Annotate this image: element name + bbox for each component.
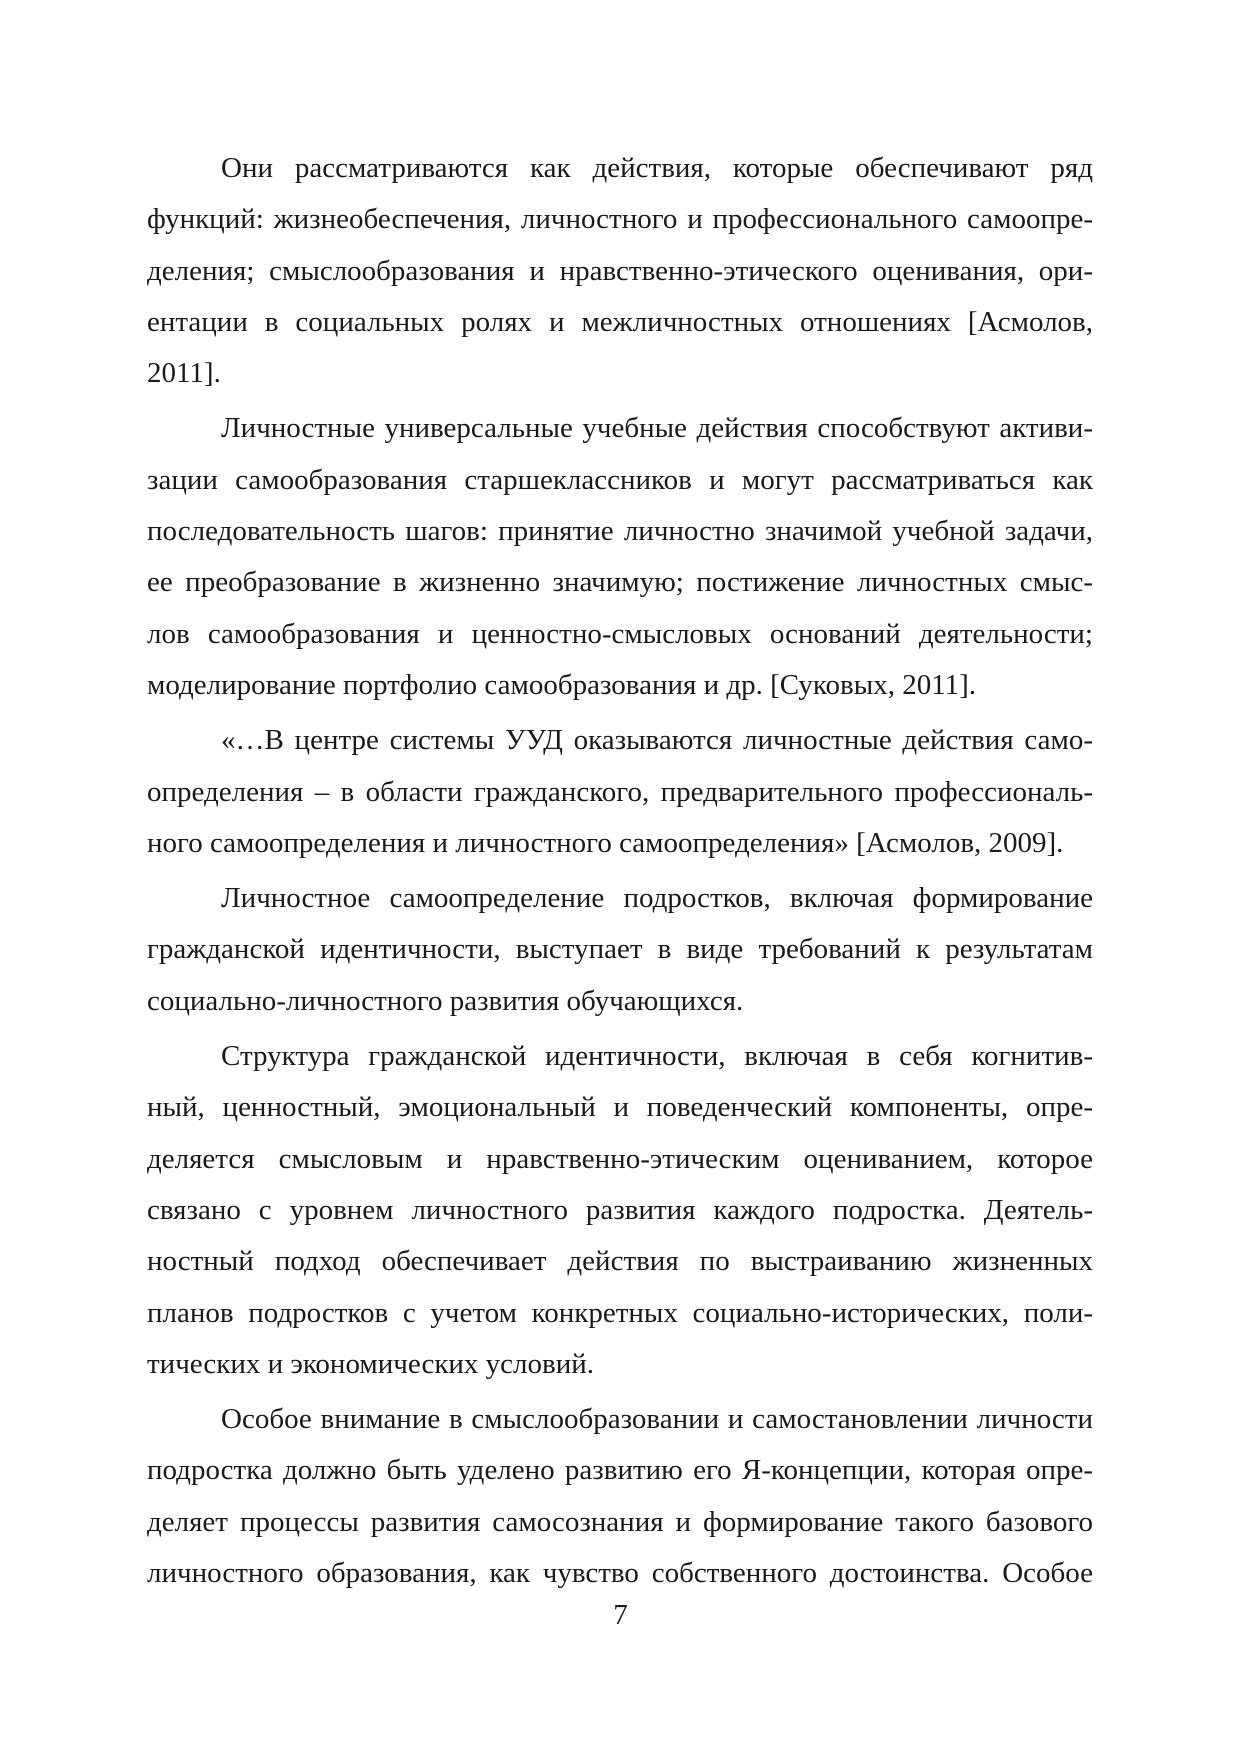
paragraph-line: последовательность шагов: принятие личностно значимой учебной задачи, xyxy=(147,515,1093,548)
page-body xyxy=(147,143,1093,1599)
paragraph-line: деляет процессы развития самосознания и формирование такого базового xyxy=(147,1505,1093,1538)
paragraph-line: планов подростков с учетом конкретных социально-исторических, поли- xyxy=(147,1296,1093,1329)
paragraph-2 xyxy=(147,403,1093,711)
paragraph-line: социально-личностного развития обучающихся. xyxy=(147,984,744,1017)
paragraph-line: Личностные универсальные учебные действия способствуют активи- xyxy=(221,412,1093,445)
paragraph-line: функций: жизнеобеспечения, личностного и профессионального самоопре- xyxy=(147,203,1093,236)
paragraph-line: подростка должно быть уделено развитию его Я-концепции, которая опре- xyxy=(147,1454,1093,1487)
paragraph-line: тических и экономических условий. xyxy=(147,1347,595,1380)
paragraph-line: ностный подход обеспечивает действия по выстраиванию жизненных xyxy=(147,1245,1093,1278)
paragraph-line: лов самообразования и ценностно-смысловых оснований деятельности; xyxy=(147,617,1093,650)
paragraph-line: деления; смыслообразования и нравственно-этического оценивания, ори- xyxy=(147,254,1093,287)
paragraph-line: ентации в социальных ролях и межличностных отношениях [Асмолов, xyxy=(147,305,1093,338)
paragraph-line: Личностное самоопределение подростков, включая формирование xyxy=(221,882,1093,915)
paragraph-4 xyxy=(147,873,1093,1027)
page-number: 7 xyxy=(613,1599,628,1631)
paragraph-line: Структура гражданской идентичности, включая в себя когнитив- xyxy=(221,1040,1093,1073)
paragraph-line: «…В центре системы УУД оказываются личностные действия само- xyxy=(221,724,1093,757)
paragraph-6 xyxy=(147,1394,1093,1599)
paragraph-line: личностного образования, как чувство собственного достоинства. Особое xyxy=(147,1557,1093,1590)
paragraph-line: связано с уровнем личностного развития каждого подростка. Деятель- xyxy=(147,1193,1093,1226)
paragraph-line: деляется смысловым и нравственно-этическим оцениванием, которое xyxy=(147,1142,1093,1175)
paragraph-line: ее преобразование в жизненно значимую; постижение личностных смыс- xyxy=(147,566,1093,599)
paragraph-3 xyxy=(147,715,1093,869)
paragraph-line: определения – в области гражданского, предварительного профессиональ- xyxy=(147,775,1093,808)
paragraph-line: гражданской идентичности, выступает в виде требований к результатам xyxy=(147,933,1093,966)
paragraph-5 xyxy=(147,1031,1093,1390)
paragraph-line: Они рассматриваются как действия, которые обеспечивают ряд xyxy=(221,152,1093,184)
paragraph-line: моделирование портфолио самообразования и др. [Суковых, 2011]. xyxy=(147,668,977,701)
paragraph-1 xyxy=(147,143,1093,399)
paragraph-line: 2011]. xyxy=(147,357,221,390)
paragraph-line: ного самоопределения и личностного самоопределения» [Асмолов, 2009]. xyxy=(147,826,1064,859)
paragraph-line: зации самообразования старшеклассников и могут рассматриваться как xyxy=(147,463,1093,496)
paragraph-line: ный, ценностный, эмоциональный и поведенческий компоненты, опре- xyxy=(147,1091,1093,1124)
paragraph-line: Особое внимание в смыслообразовании и самостановлении личности xyxy=(221,1403,1093,1436)
